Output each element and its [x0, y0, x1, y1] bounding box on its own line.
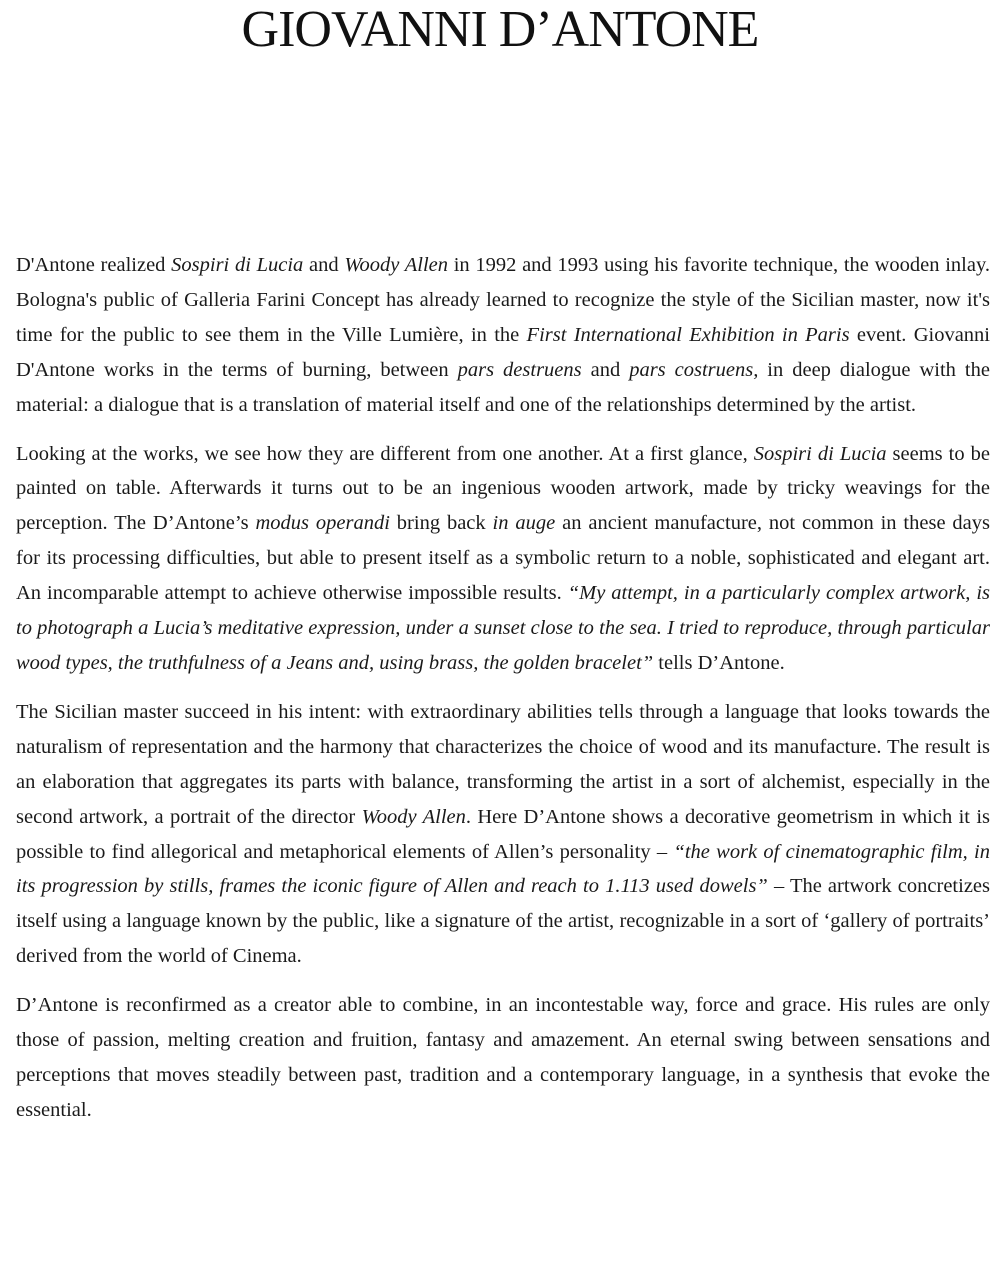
- text-run: The Sicilian master succeed in his intent: with extraordinary abilities tells through a language that looks towards the naturalism of representation and the harmony that characterizes the choice of wood and its manufacture. The result is an elaboration that aggregates its parts with balance, transforming the artist in a sort of alchemist, especially in the second artwork, a portrait of the director: [16, 700, 990, 828]
- italic-text: pars destruens: [457, 358, 582, 381]
- italic-text: in auge: [492, 512, 556, 535]
- page-title: GIOVANNI D’ANTONE: [241, 1, 759, 58]
- text-run: an ancient manufacture, not common in these days for its processing difficulties, but able to present itself as a symbolic return to a noble, sophisticated and elegant art. An incomparable attempt to achieve otherwise impossible results.: [16, 512, 991, 605]
- italic-text: Woody Allen: [344, 254, 448, 276]
- paragraph-1: [16, 248, 990, 423]
- text-run: and: [581, 358, 630, 381]
- article-body: [16, 248, 990, 1142]
- italic-text: Woody Allen: [361, 805, 466, 828]
- text-run: Looking at the works, we see how they are different from one another. At a first glance,: [16, 442, 754, 465]
- paragraph-4: [16, 988, 990, 1128]
- text-run: D'Antone realized: [16, 254, 172, 276]
- text-run: bring back: [389, 512, 493, 535]
- italic-text: “My attempt, in a particularly complex artwork, is to photograph a Lucia’s meditative expression, under a sunset close to the sea. I tried to reproduce, through particular wood types, the truthfulness of a Jeans and, using brass, the golden bracelet”: [16, 582, 991, 674]
- paragraph-2: [16, 437, 990, 681]
- text-run: D’Antone is reconfirmed as a creator able to combine, in an incontestable way, force and grace. His rules are only those of passion, melting creation and fruition, fantasy and amazement. An eternal swing between sensations and perceptions that moves steadily between past, tradition and a contemporary language, in a synthesis that evoke the essential.: [16, 994, 990, 1121]
- text-run: in 1992 and 1993 using his favorite technique, the wooden inlay. Bologna's public of Galleria Farini Concept has already learned to recognize the style of the Sicilian master, now it's time for the public to see them in the Ville Lumière, in the: [16, 254, 990, 346]
- text-run: . Here D’Antone shows a decorative geometrism in which it is possible to find allegorical and metaphorical elements of Allen’s personality –: [16, 805, 990, 863]
- text-run: seems to be painted on table. Afterwards it turns out to be an ingenious wooden artwork, made by tricky weavings for the perception. The D’Antone’s: [16, 442, 990, 535]
- text-run: tells D’Antone.: [653, 651, 785, 674]
- text-run: event. Giovanni D'Antone works in the terms of burning, between: [16, 323, 990, 381]
- italic-text: Sospiri di Lucia: [171, 254, 304, 276]
- text-run: in deep dialogue with the material: a dialogue that is a translation of material itself and one of the relationships determined by the artist.: [16, 358, 990, 416]
- italic-text: Sospiri di Lucia: [753, 442, 887, 465]
- italic-text: “the work of cinematographic film, in its progression by stills, frames the iconic figure of Allen and reach to 1.113 used dowels”: [16, 840, 990, 898]
- paragraph-3: [16, 695, 990, 974]
- text-run: – The artwork concretizes itself using a language known by the public, like a signature of the artist, recognizable in a sort of ‘gallery of portraits’ derived from the world of Cinema.: [16, 875, 990, 968]
- text-run: and: [303, 254, 345, 276]
- italic-text: modus operandi: [255, 512, 390, 535]
- italic-text: pars costruens,: [629, 358, 759, 381]
- italic-text: First International Exhibition in Paris: [526, 323, 850, 346]
